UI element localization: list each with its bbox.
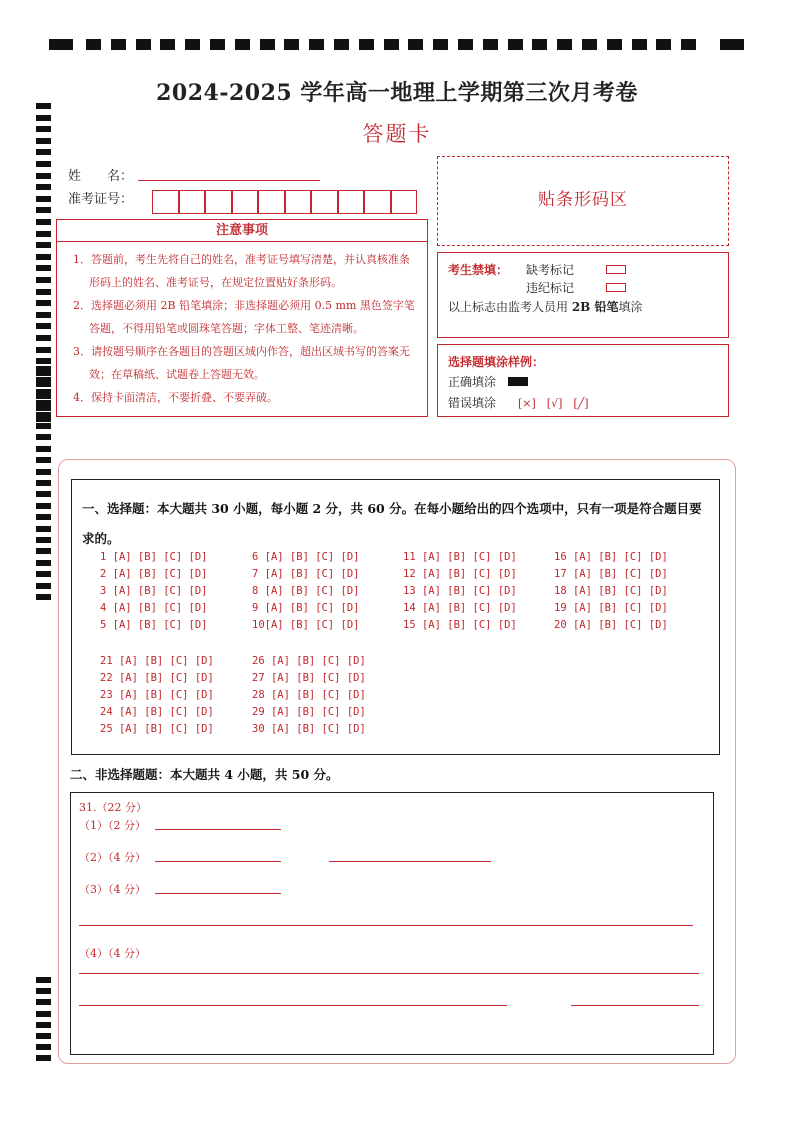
- choice-question-14[interactable]: 14 [A] [B] [C] [D]: [403, 602, 517, 614]
- q31-part4-line-1[interactable]: [79, 973, 699, 974]
- timing-mark: [36, 514, 51, 520]
- notice-item: 3．请按题号顺序在各题目的答题区域内作答，超出区域书写的答案无效；在草稿纸、试题卷上答题无效。: [73, 345, 410, 381]
- timing-mark: [36, 1044, 51, 1050]
- timing-mark: [36, 537, 51, 543]
- timing-mark: [36, 594, 51, 600]
- timing-mark: [36, 446, 51, 452]
- choice-question-17[interactable]: 17 [A] [B] [C] [D]: [554, 568, 668, 580]
- choice-question-11[interactable]: 11 [A] [B] [C] [D]: [403, 551, 517, 563]
- choice-question-5[interactable]: 5 [A] [B] [C] [D]: [100, 619, 208, 631]
- exam-id-digit-box[interactable]: [311, 190, 338, 214]
- q31-part4-line-2b[interactable]: [571, 1005, 699, 1006]
- timing-mark: [720, 39, 744, 50]
- timing-mark: [36, 548, 51, 554]
- timing-mark: [582, 39, 597, 50]
- timing-mark: [36, 231, 51, 237]
- examinee-forbidden-panel: [437, 252, 729, 338]
- choice-question-28[interactable]: 28 [A] [B] [C] [D]: [252, 689, 366, 701]
- exam-id-digit-box[interactable]: [232, 190, 259, 214]
- choice-question-13[interactable]: 13 [A] [B] [C] [D]: [403, 585, 517, 597]
- timing-mark: [36, 366, 51, 372]
- choice-question-24[interactable]: 24 [A] [B] [C] [D]: [100, 706, 214, 718]
- timing-mark: [36, 412, 51, 418]
- question-31-box: [70, 792, 714, 1055]
- timing-mark: [36, 999, 51, 1005]
- timing-mark: [185, 39, 200, 50]
- timing-mark: [235, 39, 250, 50]
- violation-mark-box[interactable]: [606, 283, 626, 292]
- timing-mark: [36, 571, 51, 577]
- notice-item: 2．选择题必须用 2B 铅笔填涂；非选择题必须用 0.5 mm 黑色签字笔答题，不得用铅笔或圆珠笔答题；字体工整、笔迹清晰。: [73, 299, 415, 335]
- timing-mark: [36, 480, 51, 486]
- exam-id-digit-box[interactable]: [179, 190, 206, 214]
- timing-mark: [36, 469, 51, 475]
- timing-mark: [36, 300, 51, 306]
- timing-mark: [483, 39, 498, 50]
- exam-id-digit-box[interactable]: [364, 190, 391, 214]
- choice-question-20[interactable]: 20 [A] [B] [C] [D]: [554, 619, 668, 631]
- timing-mark: [36, 583, 51, 589]
- notice-item: 1．答题前，考生先将自己的姓名，准考证号填写清楚，并认真核准条形码上的姓名、准考证号，在规定位置贴好条形码。: [73, 253, 410, 289]
- section2-heading: 二、非选择题题：本大题共 4 小题，共 50 分。: [70, 767, 339, 782]
- q31-part2-line-b[interactable]: [329, 861, 491, 862]
- timing-mark: [36, 434, 51, 440]
- timing-mark: [36, 400, 51, 406]
- timing-mark: [532, 39, 547, 50]
- choice-question-9[interactable]: 9 [A] [B] [C] [D]: [252, 602, 360, 614]
- wrong-fill-samples: [×] [√] [╱]: [518, 397, 589, 410]
- timing-mark: [36, 1055, 51, 1061]
- multiple-choice-section: [71, 479, 720, 755]
- q31-part2-label: （2）（4 分）: [79, 851, 146, 864]
- timing-mark: [36, 358, 51, 364]
- timing-mark: [681, 39, 696, 50]
- choice-question-1[interactable]: 1 [A] [B] [C] [D]: [100, 551, 208, 563]
- q31-part3-line[interactable]: [155, 893, 281, 894]
- fill-sample-panel: [437, 344, 729, 417]
- choice-question-4[interactable]: 4 [A] [B] [C] [D]: [100, 602, 208, 614]
- timing-mark: [36, 184, 51, 190]
- timing-mark: [408, 39, 423, 50]
- exam-id-digit-box[interactable]: [391, 190, 418, 214]
- timing-mark: [36, 219, 51, 225]
- timing-mark: [607, 39, 622, 50]
- choice-question-7[interactable]: 7 [A] [B] [C] [D]: [252, 568, 360, 580]
- choice-question-30[interactable]: 30 [A] [B] [C] [D]: [252, 723, 366, 735]
- timing-mark: [160, 39, 175, 50]
- timing-mark: [36, 1022, 51, 1028]
- choice-question-27[interactable]: 27 [A] [B] [C] [D]: [252, 672, 366, 684]
- choice-question-16[interactable]: 16 [A] [B] [C] [D]: [554, 551, 668, 563]
- timing-mark: [36, 988, 51, 994]
- timing-mark: [384, 39, 399, 50]
- timing-mark: [36, 254, 51, 260]
- id-label: 准考证号：: [68, 192, 134, 207]
- timing-mark: [508, 39, 523, 50]
- timing-mark: [36, 389, 51, 395]
- timing-mark: [36, 207, 51, 213]
- q31-title: 31.（22 分）: [79, 801, 147, 814]
- absent-mark-label: 缺考标记: [526, 263, 575, 277]
- timing-mark: [111, 39, 126, 50]
- q31-part4-line-2a[interactable]: [79, 1005, 507, 1006]
- choice-question-15[interactable]: 15 [A] [B] [C] [D]: [403, 619, 517, 631]
- timing-mark: [36, 265, 51, 271]
- timing-mark: [260, 39, 275, 50]
- violation-mark-label: 违纪标记: [526, 281, 575, 295]
- choice-question-6[interactable]: 6 [A] [B] [C] [D]: [252, 551, 360, 563]
- absent-mark-box[interactable]: [606, 265, 626, 274]
- choice-question-10[interactable]: 10[A] [B] [C] [D]: [252, 619, 360, 631]
- timing-mark: [36, 977, 51, 983]
- q31-part1-line[interactable]: [155, 829, 281, 830]
- timing-mark: [36, 491, 51, 497]
- timing-mark: [36, 377, 51, 383]
- choice-question-12[interactable]: 12 [A] [B] [C] [D]: [403, 568, 517, 580]
- timing-mark: [36, 149, 51, 155]
- choice-question-25[interactable]: 25 [A] [B] [C] [D]: [100, 723, 214, 735]
- timing-mark: [36, 347, 51, 353]
- page-title: 2024-2025 学年高一地理上学期第三次月考卷: [156, 80, 638, 106]
- timing-mark: [36, 423, 51, 429]
- timing-mark: [334, 39, 349, 50]
- exam-id-digit-box[interactable]: [338, 190, 365, 214]
- timing-mark: [136, 39, 151, 50]
- timing-mark: [36, 323, 51, 329]
- choice-question-19[interactable]: 19 [A] [B] [C] [D]: [554, 602, 668, 614]
- timing-mark: [36, 526, 51, 532]
- name-field[interactable]: [138, 180, 320, 181]
- section1-heading: 一、选择题：本大题共 30 小题，每小题 2 分，共 60 分。在每小题给出的四个选项中，只有一项是符合题目要求的。: [82, 501, 702, 546]
- timing-mark: [36, 503, 51, 509]
- exam-id-digit-box[interactable]: [258, 190, 285, 214]
- choice-question-26[interactable]: 26 [A] [B] [C] [D]: [252, 655, 366, 667]
- timing-mark: [36, 1011, 51, 1017]
- timing-mark: [36, 1033, 51, 1039]
- timing-mark: [36, 560, 51, 566]
- exam-id-digit-box[interactable]: [205, 190, 232, 214]
- choice-question-3[interactable]: 3 [A] [B] [C] [D]: [100, 585, 208, 597]
- timing-mark: [49, 39, 73, 50]
- timing-mark: [36, 242, 51, 248]
- timing-mark: [36, 312, 51, 318]
- notice-panel: [56, 219, 428, 417]
- timing-mark: [86, 39, 101, 50]
- timing-mark: [210, 39, 225, 50]
- timing-mark: [632, 39, 647, 50]
- name-label: 姓 名：: [68, 169, 134, 184]
- timing-mark: [36, 173, 51, 179]
- timing-mark: [433, 39, 448, 50]
- page-subtitle: 答题卡: [362, 122, 432, 146]
- timing-mark: [309, 39, 324, 50]
- timing-mark: [359, 39, 374, 50]
- exam-id-digit-box[interactable]: [152, 190, 179, 214]
- choice-question-21[interactable]: 21 [A] [B] [C] [D]: [100, 655, 214, 667]
- q31-part4-label: （4）（4 分）: [79, 947, 146, 960]
- q31-part1-label: （1）（2 分）: [79, 819, 146, 832]
- wrong-fill-label: 错误填涂: [448, 396, 497, 410]
- correct-fill-sample: [508, 377, 528, 386]
- timing-mark: [36, 196, 51, 202]
- timing-mark: [36, 277, 51, 283]
- choice-question-22[interactable]: 22 [A] [B] [C] [D]: [100, 672, 214, 684]
- timing-mark: [36, 161, 51, 167]
- q31-part2-line-a[interactable]: [155, 861, 281, 862]
- forbid-label: 考生禁填：: [448, 263, 509, 277]
- notice-item: 4．保持卡面清洁，不要折叠、不要弄破。: [73, 391, 278, 404]
- notice-heading: 注意事项: [57, 220, 427, 242]
- choice-question-2[interactable]: 2 [A] [B] [C] [D]: [100, 568, 208, 580]
- q31-part3-line-full[interactable]: [79, 925, 693, 926]
- q31-part3-label: （3）（4 分）: [79, 883, 146, 896]
- sample-label: 选择题填涂样例：: [448, 355, 545, 369]
- choice-question-29[interactable]: 29 [A] [B] [C] [D]: [252, 706, 366, 718]
- timing-mark: [36, 335, 51, 341]
- timing-mark: [284, 39, 299, 50]
- timing-mark: [36, 457, 51, 463]
- forbid-note: 以上标志由监考人员用 2B 铅笔填涂: [448, 300, 643, 314]
- choice-question-18[interactable]: 18 [A] [B] [C] [D]: [554, 585, 668, 597]
- choice-question-23[interactable]: 23 [A] [B] [C] [D]: [100, 689, 214, 701]
- correct-fill-label: 正确填涂: [448, 375, 497, 389]
- timing-mark: [36, 289, 51, 295]
- choice-question-8[interactable]: 8 [A] [B] [C] [D]: [252, 585, 360, 597]
- timing-mark: [656, 39, 671, 50]
- barcode-area: 贴条形码区: [437, 156, 729, 246]
- timing-mark: [458, 39, 473, 50]
- exam-id-digit-box[interactable]: [285, 190, 312, 214]
- timing-mark: [557, 39, 572, 50]
